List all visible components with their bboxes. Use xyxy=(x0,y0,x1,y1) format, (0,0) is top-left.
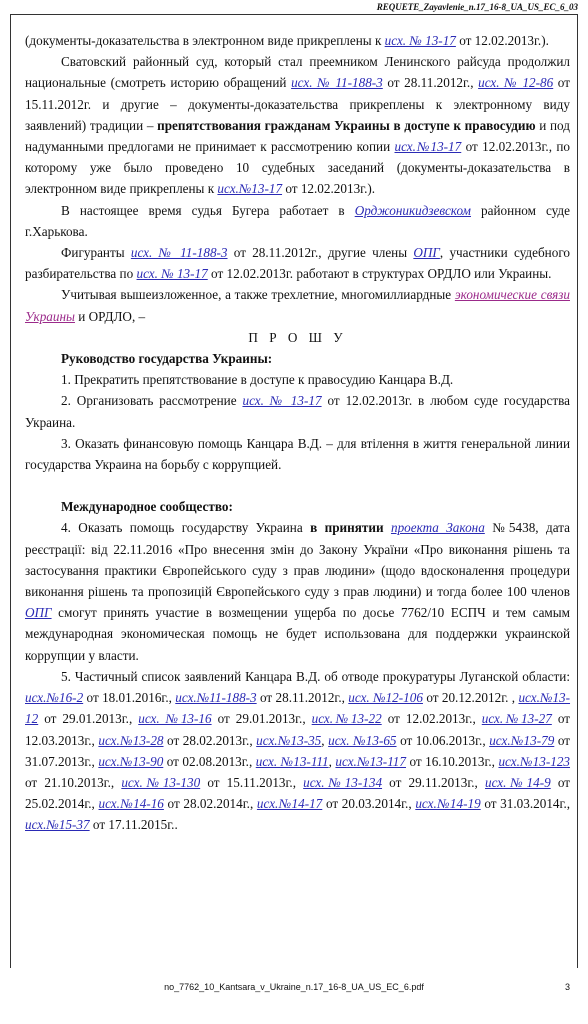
document-link[interactable]: исх.№14-9 xyxy=(485,774,551,790)
document-link[interactable]: исх.№13-28 xyxy=(98,732,164,748)
text-run: от 12.02.2013г., по которому уже было проведено 10 судебных заседаний (документы-доказательства в электронном виде прикреплены к xyxy=(25,139,571,197)
document-link[interactable]: исх.№14-16 xyxy=(98,796,164,812)
page-number: 3 xyxy=(564,982,570,992)
text-run: от 31.03.2014г., xyxy=(480,796,571,812)
document-link[interactable]: исх.№13-79 xyxy=(489,732,555,748)
text-run: от 29.11.2013г., xyxy=(382,774,485,790)
bold-text: Руководство государства Украины: xyxy=(61,351,273,367)
text-run: от 28.02.2013г., xyxy=(163,732,257,748)
text-run: В настоящее время судья Бугера работает в xyxy=(61,202,355,218)
text-run xyxy=(384,520,391,535)
text-run: от 31.07.2013г., xyxy=(25,732,571,769)
text-run: 4. Оказать помощь государству Украина xyxy=(61,520,311,536)
bold-text: Международное сообщество: xyxy=(61,499,233,515)
right-margin-rule xyxy=(577,14,578,968)
left-margin-rule xyxy=(10,14,11,968)
text-run: от 12.02.2013г. работают в структурах ОРДЛО или Украины. xyxy=(207,266,552,282)
document-link[interactable]: исх.№14-19 xyxy=(415,796,481,812)
paragraph xyxy=(25,390,570,432)
text-run: от 16.10.2013г., xyxy=(406,753,499,769)
document-link[interactable]: исх. №13-65 xyxy=(328,732,397,748)
document-link[interactable]: исх. № 11-188-3 xyxy=(130,245,228,261)
document-link[interactable]: исх.№13-12 xyxy=(25,690,571,727)
bold-text: в принятии xyxy=(310,520,384,536)
paragraph xyxy=(25,51,570,199)
text-run: и ОРДЛО, – xyxy=(74,308,146,324)
document-link[interactable]: исх. № 13-17 xyxy=(384,33,456,48)
text-run: от 28.11.2012г., xyxy=(256,690,349,706)
document-link[interactable]: исх.№16-2 xyxy=(25,690,84,706)
document-link[interactable]: экономические связи Украины xyxy=(25,287,570,324)
text-run: смогут принять участие в возмещении ущерба по досье 7762/10 ЕСПЧ и тем самым международная экономическая помощь не будет использована для поддержки украинской коррупции у власти. xyxy=(25,605,570,663)
document-link[interactable]: исх. №13-16 xyxy=(138,711,212,727)
text-run: от 25.02.2014г., xyxy=(25,774,571,812)
blank-line xyxy=(25,475,570,496)
document-link[interactable]: исх.№13-22 xyxy=(311,711,382,727)
bold-text: препятствования гражданам Украины в доступе к правосудию xyxy=(157,117,536,133)
text-run: от 29.01.2013г., xyxy=(211,711,312,727)
text-run: от 20.03.2014г., xyxy=(322,796,416,812)
text-run: от 29.01.2013г., xyxy=(38,711,139,727)
paragraph xyxy=(25,200,570,242)
paragraph xyxy=(25,517,570,665)
heading-proshu xyxy=(25,327,570,348)
document-body xyxy=(25,30,570,836)
paragraph xyxy=(25,30,570,51)
text-run: от 20.12.2012г. , xyxy=(422,690,519,706)
paragraph xyxy=(25,666,570,836)
text-run: от 15.11.2013г., xyxy=(200,774,304,790)
document-link[interactable]: проекта Закона xyxy=(390,520,485,536)
text-run: и под надуманными предлогами не принимает к рассмотрению копии xyxy=(25,117,570,155)
document-link[interactable]: исх.№13-123 xyxy=(498,753,571,769)
text-run: Сватовский районный суд, который стал преемником Ленинского райсуда продолжил национальные (смотреть историю обращений xyxy=(25,54,570,91)
text-run: от 17.11.2015г.. xyxy=(89,817,178,833)
text-run: от 12.02.2013г. в любом суде государства Украина. xyxy=(25,393,570,430)
document-link[interactable]: исх.№13-130 xyxy=(121,774,201,790)
document-link[interactable]: Орджоникидзевском xyxy=(354,202,471,218)
text-run: от 28.11.2012г., xyxy=(382,75,479,91)
document-link[interactable]: исх.№13-17 xyxy=(394,139,462,155)
text-run: 5. Частичный список заявлений Канцара В.Д. об отводе прокуратуры Луганской области: xyxy=(61,668,570,684)
text-run: (документы-доказательства в электронном виде прикреплены к xyxy=(25,33,385,48)
header-rule xyxy=(10,14,578,15)
document-link[interactable]: исх.№13-134 xyxy=(303,774,383,790)
document-link[interactable]: ОПГ xyxy=(413,245,440,261)
document-link[interactable]: исх.№13-90 xyxy=(98,753,164,769)
text-run: от 21.10.2013г., xyxy=(25,774,122,790)
paragraph xyxy=(25,348,570,369)
text-run: , xyxy=(328,753,336,769)
document-link[interactable]: исх. № 12-86 xyxy=(478,75,554,91)
document-link[interactable]: исх.№15-37 xyxy=(25,817,90,833)
text-run: от 28.02.2014г., xyxy=(163,796,257,812)
document-link[interactable]: исх. №12-106 xyxy=(348,690,423,706)
text-run: от 28.11.2012г., другие члены xyxy=(227,245,414,261)
text-run: от 15.11.2012г. и другие – документы-доказательства прикреплены к электронному виду заявлений) традиции – xyxy=(25,75,570,133)
paragraph xyxy=(25,284,570,326)
text-run: от 02.08.2013г., xyxy=(163,753,256,769)
text-run: №5438, дата реєстрації: від 22.11.2016 «Про внесення змін до Закону України «Про виконання рішень та застосування практики Європейського суду з прав людини» (щодо вдосконалення процедури виконання рішень та пропозицій Європейського суду з прав людини) и тогда более 100 членов xyxy=(25,520,570,600)
document-link[interactable]: исх. №13-111 xyxy=(255,753,329,769)
text-run: Учитывая вышеизложенное, а также трехлетние, многомиллиардные xyxy=(61,287,455,303)
document-link[interactable]: исх.№13-17 xyxy=(217,181,283,197)
paragraph xyxy=(25,369,570,390)
text-run: 3. Оказать финансовую помощь Канцара В.Д. – для втілення в життя генеральной линии государства Украина на борьбу с коррупцией. xyxy=(25,435,570,473)
document-header: REQUETE_Zayavlenie_n.17_16-8_UA_US_EC_6_03 xyxy=(376,2,578,12)
document-link[interactable]: исх.№11-188-3 xyxy=(175,690,257,706)
document-link[interactable]: исх.№13-27 xyxy=(481,711,552,727)
text-run: от 10.06.2013г., xyxy=(396,732,490,748)
document-link[interactable]: исх.№13-35 xyxy=(256,732,322,748)
paragraph xyxy=(25,433,570,475)
paragraph xyxy=(25,496,570,517)
text-run: П Р О Ш У xyxy=(248,329,347,345)
document-link[interactable]: исх. № 13-17 xyxy=(136,266,208,282)
document-link[interactable]: исх. № 13-17 xyxy=(242,393,322,409)
text-run: Фигуранты xyxy=(61,245,131,261)
document-footer: no_7762_10_Kantsara_v_Ukraine_n.17_16-8_UA_US_EC_6.pdf xyxy=(164,982,424,992)
paragraph xyxy=(25,242,570,284)
text-run: , xyxy=(321,732,329,748)
document-link[interactable]: исх.№13-117 xyxy=(335,753,406,769)
text-run: от 12.02.2013г., xyxy=(381,711,482,727)
text-run: от 12.02.2013г.). xyxy=(282,181,376,197)
document-link[interactable]: ОПГ xyxy=(25,605,52,621)
text-run: районном суде г.Харькова. xyxy=(25,202,570,239)
document-link[interactable]: исх.№14-17 xyxy=(256,796,323,812)
text-run: от 12.03.2013г., xyxy=(25,711,571,748)
text-run: , участники судебного разбирательства по xyxy=(25,245,571,282)
text-run: от 18.01.2016г., xyxy=(83,690,176,706)
document-link[interactable]: исх. № 11-188-3 xyxy=(291,75,383,91)
text-run: от 12.02.2013г.). xyxy=(455,33,549,48)
text-run: 2. Организовать рассмотрение xyxy=(61,393,243,409)
text-run: 1. Прекратить препятствование в доступе к правосудию Канцара В.Д. xyxy=(61,372,454,388)
